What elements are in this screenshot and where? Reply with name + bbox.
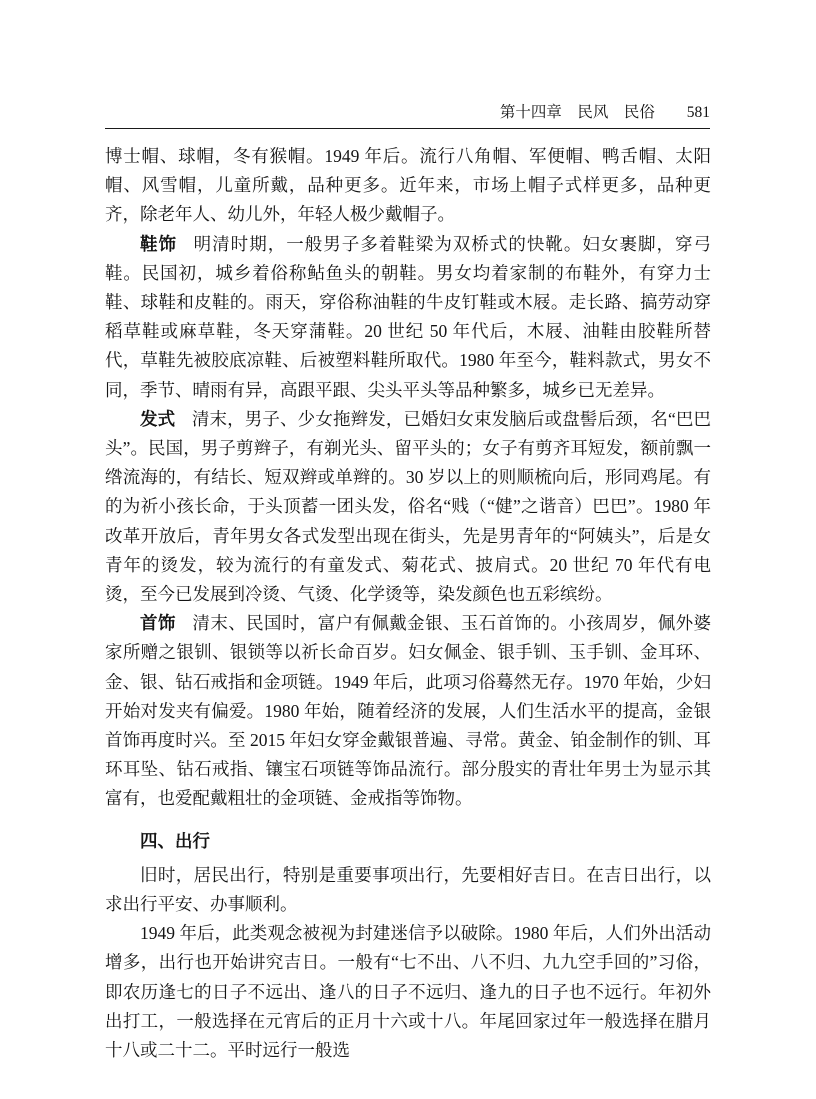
paragraph-travel-2	[105, 919, 711, 1065]
paragraph-shoes-text: 明清时期，一般男子多着鞋梁为双桥式的快靴。妇女裹脚，穿弓鞋。民国初，城乡着俗称鲇鱼头的朝鞋。男女均着家制的布鞋外，有穿力士鞋、球鞋和皮鞋的。雨天，穿俗称油鞋的牛皮钉鞋或木屐。走长路、搞劳动穿稻草鞋或麻草鞋，冬天穿蒲鞋。20 世纪 50 年代后，木屐、油鞋由胶鞋所替代，草鞋先被胶底凉鞋、后被塑料鞋所取代。1980 年至今，鞋料款式，男女不同，季节、晴雨有异，高跟平跟、尖头平头等品种繁多，城乡已无差异。	[105, 233, 712, 400]
paragraph-hats-text: 博士帽、球帽，冬有猴帽。1949 年后。流行八角帽、军便帽、鸭舌帽、太阳帽、风雪帽，儿童所戴，品种更多。近年来，市场上帽子式样更多，品种更齐，除老年人、幼儿外，年轻人极少戴帽子。	[105, 146, 711, 225]
paragraph-hairstyle	[105, 405, 711, 609]
section-heading-travel: 四、出行	[140, 830, 210, 851]
paragraph-shoes	[105, 230, 711, 405]
paragraph-travel-1-text: 旧时，居民出行，特别是重要事项出行，先要相好吉日。在吉日出行，以求出行平安、办事顺利。	[105, 864, 711, 915]
page-header	[105, 103, 710, 123]
paragraph-hairstyle-text: 清末，男子、少女拖辫发，已婚妇女束发脑后或盘髻后颈，名“巴巴头”。民国，男子剪辫子，有剃光头、留平头的；女子有剪齐耳短发，额前飘一绺流海的，有结长、短双辫或单辫的。30 岁以上的则顺梳向后，形同鸡尾。有的为祈小孩长命，于头顶蓄一团头发，俗名“贱（“健”之谐音）巴巴”。1980 年改革开放后，青年男女各式发型出现在街头，先是男青年的“阿姨头”，后是女青年的烫发，较为流行的有童发式、菊花式、披肩式。20 世纪 70 年代有电烫，至今已发展到冷烫、气烫、化学烫等，染发颜色也五彩缤纷。	[105, 408, 711, 605]
paragraph-travel-2-text: 1949 年后，此类观念被视为封建迷信予以破除。1980 年后，人们外出活动增多，出行也开始讲究吉日。一般有“七不出、八不归、九九空手回的”习俗，即农历逢七的日子不远出、逢八的日子不远归、逢九的日子也不远行。年初外出打工，一般选择在元宵后的正月十六或十八。年尾回家过年一般选择在腊月十八或二十二。平时远行一般选	[105, 923, 711, 1061]
paragraph-hats	[105, 142, 711, 230]
term-shoes: 鞋饰	[140, 233, 178, 254]
term-jewelry: 首饰	[140, 613, 176, 634]
paragraph-jewelry-text: 清末、民国时，富户有佩戴金银、玉石首饰的。小孩周岁，佩外婆家所赠之银钏、银锁等以祈长命百岁。妇女佩金、银手钏、玉手钏、金耳环、金、银、钻石戒指和金项链。1949 年后，此项习俗蓦然无存。1970 年始，少妇开始对发夹有偏爱。1980 年始，随着经济的发展，人们生活水平的提高，金银首饰再度时兴。至 2015 年妇女穿金戴银普遍、寻常。黄金、铂金制作的钏、耳环耳坠、钻石戒指、镶宝石项链等饰品流行。部分殷实的青壮年男士为显示其富有，也爱配戴粗壮的金项链、金戒指等饰物。	[105, 613, 712, 809]
running-head-title: 第十四章 民风 民俗	[499, 104, 655, 121]
page-body	[105, 142, 711, 1065]
page-number: 581	[686, 104, 710, 121]
paragraph-travel-1	[105, 861, 711, 919]
paragraph-jewelry	[105, 609, 711, 813]
header-rule	[105, 128, 710, 129]
term-hairstyle: 发式	[140, 408, 176, 429]
